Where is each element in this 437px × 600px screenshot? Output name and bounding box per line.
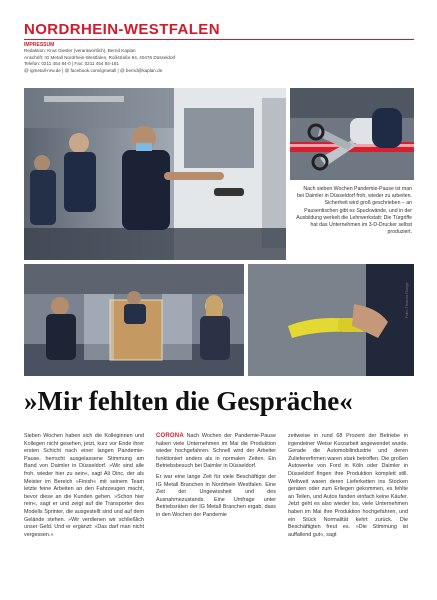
photo-3d-printed-handle	[248, 264, 414, 376]
article-lead	[156, 433, 276, 471]
section-header	[24, 21, 414, 40]
impressum-line: Telefon: 0211 454 84-0 | Fax: 0211 454 84-181	[24, 61, 120, 67]
article-column-2	[156, 433, 276, 521]
article-lead-text: Nach Wochen der Pandemie-Pause haben viele Unternehmen im Mai die Produktion wieder hochgefahren. Schnell wird der Arbeiter funktioniert anders als in normalen Zeiten. Ein Betriebsbesuch bei Daimler in Düsseldorf.	[156, 433, 277, 470]
photo-break-room	[24, 264, 244, 376]
article-paragraph: Sieben Wochen haben sich die Kolleginnen und Kollegen nicht gesehen, jetzt, kurz vor Ende ihrer ersten Schicht nach einer langen Pandemie-Pause, herrscht ausgelassene Stimmung am Band von Daimler in Düsseldorf. »Wir sind alle froh, wieder hier zu sein«, sagt Ali Dinc, der als Meister im Bereich »Finish« mit seinem Team letzte feine Arbeiten an den Fahrzeugen macht, bevor diese an die Kunden gehen. »Schon hier rein«, sagt er und zeigt auf die Transporter des Modells Sprinter, die ausgestellt sind und auf dem Gelände stehen. »Wir verdienen wir schließlich unser Geld. Und er ergänzt: »Das darf man nicht vergessen.«	[24, 433, 144, 538]
article-headline: »Mir fehlten die Gespräche«	[24, 386, 353, 416]
photo-ribbon-cutting	[290, 88, 414, 180]
impressum-line: Redaktion: Knut Giesler (verantwortlich), Bernd Kaplan	[24, 48, 136, 54]
impressum-title: IMPRESSUM	[24, 42, 55, 48]
photo-workers-at-van	[24, 88, 286, 260]
article-column-1	[24, 433, 144, 540]
article-paragraph: Er war eine lange Zeit für viele Beschäftigte der IG Metall Branchen in Nordrhein Westfalen. Eine Zeit der Ungewissheit und des Ausnahmezustands. Eine Umfrage unter Betriebsräten der IG Metall Branchen ergab, dass in den Wochen der Pandemie	[156, 473, 276, 518]
impressum-line: Anschrift: IG Metall Nordrhein-Westfalen, Roßstraße 94, 40476 Düsseldorf	[24, 54, 176, 60]
section-title: NORDRHEIN-WESTFALEN	[24, 21, 220, 38]
article-kicker: CORONA	[156, 433, 184, 439]
photo-caption: Nach sieben Wochen Pandemie-Pause ist man bei Daimler in Düsseldorf froh, wieder zu arbeiten. Sicherheit wird groß geschrieben – an Pausentischen gibt es Spuckwände, und in der Ausbildung werkelt die Lehrwerkstatt: Die Türgriffe hat das Unternehmen im 3-D-Drucker selbst produziert.	[296, 186, 412, 236]
photo-credit: Foto: Thomas Range	[405, 282, 409, 318]
impressum	[24, 42, 224, 74]
section-rule	[24, 39, 414, 40]
impressum-line: @ igmetall-nrw.de | @ facebook.com/igmetall | @ bernd@kaplan.de	[24, 67, 163, 73]
article-column-3	[288, 433, 408, 540]
article-paragraph: zeitweise in rund 68 Prozent der Betriebe in irgendeiner Weise Kurzarbeit angewendet wurde. Gerade die Automobilindustrie und deren Zuliefererfirmen waren stark betroffen. Die großen Autowerke von Ford in Köln oder Daimler in Düsseldorf fingen ihre Produktion komplett still. Weltweit waren deren Lieferketten ins Stocken geraten oder zum Erliegen gekommen, es fehlte an Teilen, und Autos fanden einfach keine Käufer. Jetzt geht es also wieder los, viele Unternehmen haben im Mai ihre Produktion hochgefahren, und ein Stück Normalität kehrt zurück. Die Beschäftigten freut es. »Die Stimmung ist auffallend gut«, sagt	[288, 433, 408, 538]
